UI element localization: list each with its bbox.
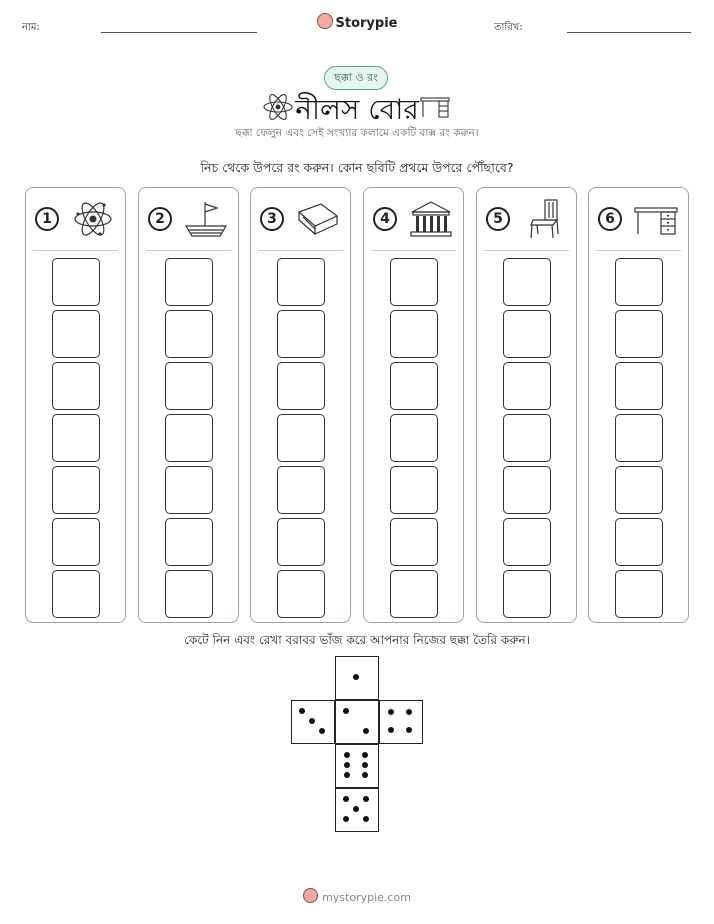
color-box[interactable]	[165, 414, 213, 462]
color-box[interactable]	[390, 310, 438, 358]
column-divider	[596, 250, 681, 251]
color-box[interactable]	[503, 258, 551, 306]
color-box[interactable]	[165, 310, 213, 358]
dice-pip	[363, 816, 369, 822]
dice-face-5	[335, 788, 379, 832]
page-title: নীলস বোর	[295, 93, 419, 126]
color-box[interactable]	[503, 362, 551, 410]
color-box[interactable]	[277, 362, 325, 410]
dice-pip	[362, 752, 368, 758]
footer-url[interactable]: mystorypie.com	[322, 891, 411, 904]
color-box[interactable]	[277, 518, 325, 566]
dice-face-2	[335, 700, 379, 744]
color-box[interactable]	[615, 310, 663, 358]
color-box[interactable]	[615, 570, 663, 618]
column-1	[25, 187, 126, 623]
color-box[interactable]	[503, 414, 551, 462]
boat-icon	[183, 198, 229, 240]
date-line[interactable]	[567, 32, 691, 33]
dice-pip	[363, 796, 369, 802]
dice-pip	[309, 718, 315, 724]
column-number: 5	[486, 207, 510, 231]
activity-badge: ছক্কা ও রং	[324, 66, 388, 90]
color-box[interactable]	[615, 414, 663, 462]
column-divider	[258, 250, 343, 251]
dice-pip	[362, 762, 368, 768]
color-box[interactable]	[277, 310, 325, 358]
color-box[interactable]	[277, 570, 325, 618]
color-box[interactable]	[277, 414, 325, 462]
color-box[interactable]	[165, 258, 213, 306]
column-4	[363, 187, 464, 623]
brand-name: Storypie	[335, 16, 398, 31]
name-line[interactable]	[101, 32, 257, 33]
color-box[interactable]	[503, 310, 551, 358]
brand-logo	[0, 13, 714, 31]
dice-pip	[388, 727, 394, 733]
title-desk-icon	[420, 96, 450, 118]
color-box[interactable]	[52, 258, 100, 306]
dice-pip	[343, 796, 349, 802]
color-box[interactable]	[615, 518, 663, 566]
desk-icon	[633, 198, 679, 240]
dice-pip	[363, 728, 369, 734]
dice-pip	[343, 816, 349, 822]
color-box[interactable]	[390, 414, 438, 462]
dice-pip	[353, 806, 359, 812]
color-box[interactable]	[615, 362, 663, 410]
column-3	[250, 187, 351, 623]
column-divider	[484, 250, 569, 251]
column-divider	[33, 250, 118, 251]
color-box[interactable]	[390, 466, 438, 514]
color-box[interactable]	[277, 258, 325, 306]
color-box[interactable]	[52, 466, 100, 514]
dice-pip	[362, 772, 368, 778]
column-5	[476, 187, 577, 623]
dice-face-4	[379, 700, 423, 744]
color-box[interactable]	[503, 570, 551, 618]
storypie-logo-icon	[317, 13, 333, 29]
color-box[interactable]	[277, 466, 325, 514]
color-box[interactable]	[52, 362, 100, 410]
column-divider	[371, 250, 456, 251]
column-number: 4	[373, 207, 397, 231]
column-number: 2	[148, 207, 172, 231]
color-box[interactable]	[165, 466, 213, 514]
color-box[interactable]	[165, 518, 213, 566]
column-6	[588, 187, 689, 623]
cut-instruction: কেটে নিন এবং রেখা বরাবর ভাঁজ করে আপনার নিজের ছক্কা তৈরি করুন।	[184, 633, 530, 647]
dice-pip	[319, 728, 325, 734]
dice-pip	[299, 708, 305, 714]
dice-pip	[344, 762, 350, 768]
column-2	[138, 187, 239, 623]
book-icon	[295, 198, 341, 240]
color-box[interactable]	[52, 518, 100, 566]
dice-face-1	[335, 656, 379, 700]
dice-pip	[344, 752, 350, 758]
dice-pip	[353, 674, 359, 680]
name-label: নাম:	[22, 22, 40, 33]
dice-pip	[343, 708, 349, 714]
dice-pip	[344, 772, 350, 778]
color-box[interactable]	[52, 414, 100, 462]
color-box[interactable]	[390, 362, 438, 410]
atom-icon	[70, 198, 116, 240]
chair-icon	[521, 198, 567, 240]
column-number: 6	[598, 207, 622, 231]
storypie-logo-icon	[303, 888, 318, 903]
color-box[interactable]	[503, 466, 551, 514]
color-box[interactable]	[165, 570, 213, 618]
dice-pip	[406, 727, 412, 733]
subtitle: ছক্কা ফেলুন এবং সেই সংখ্যার কলামে একটি বাক্স রং করুন।	[235, 127, 479, 139]
color-box[interactable]	[503, 518, 551, 566]
color-box[interactable]	[615, 258, 663, 306]
date-label: তারিখ:	[494, 22, 523, 33]
dice-pip	[406, 709, 412, 715]
column-number: 1	[35, 207, 59, 231]
footer	[0, 888, 714, 904]
color-box[interactable]	[390, 570, 438, 618]
column-number: 3	[260, 207, 284, 231]
column-divider	[146, 250, 231, 251]
dice-face-6	[335, 744, 379, 788]
color-box[interactable]	[390, 518, 438, 566]
museum-icon	[408, 198, 454, 240]
dice-pip	[388, 709, 394, 715]
color-box[interactable]	[52, 310, 100, 358]
color-box[interactable]	[165, 362, 213, 410]
dice-face-3	[291, 700, 335, 744]
color-box[interactable]	[615, 466, 663, 514]
color-box[interactable]	[52, 570, 100, 618]
color-box[interactable]	[390, 258, 438, 306]
instruction: নিচ থেকে উপরে রং করুন। কোন ছবিটি প্রথমে উপরে পৌঁছাবে?	[200, 160, 514, 175]
